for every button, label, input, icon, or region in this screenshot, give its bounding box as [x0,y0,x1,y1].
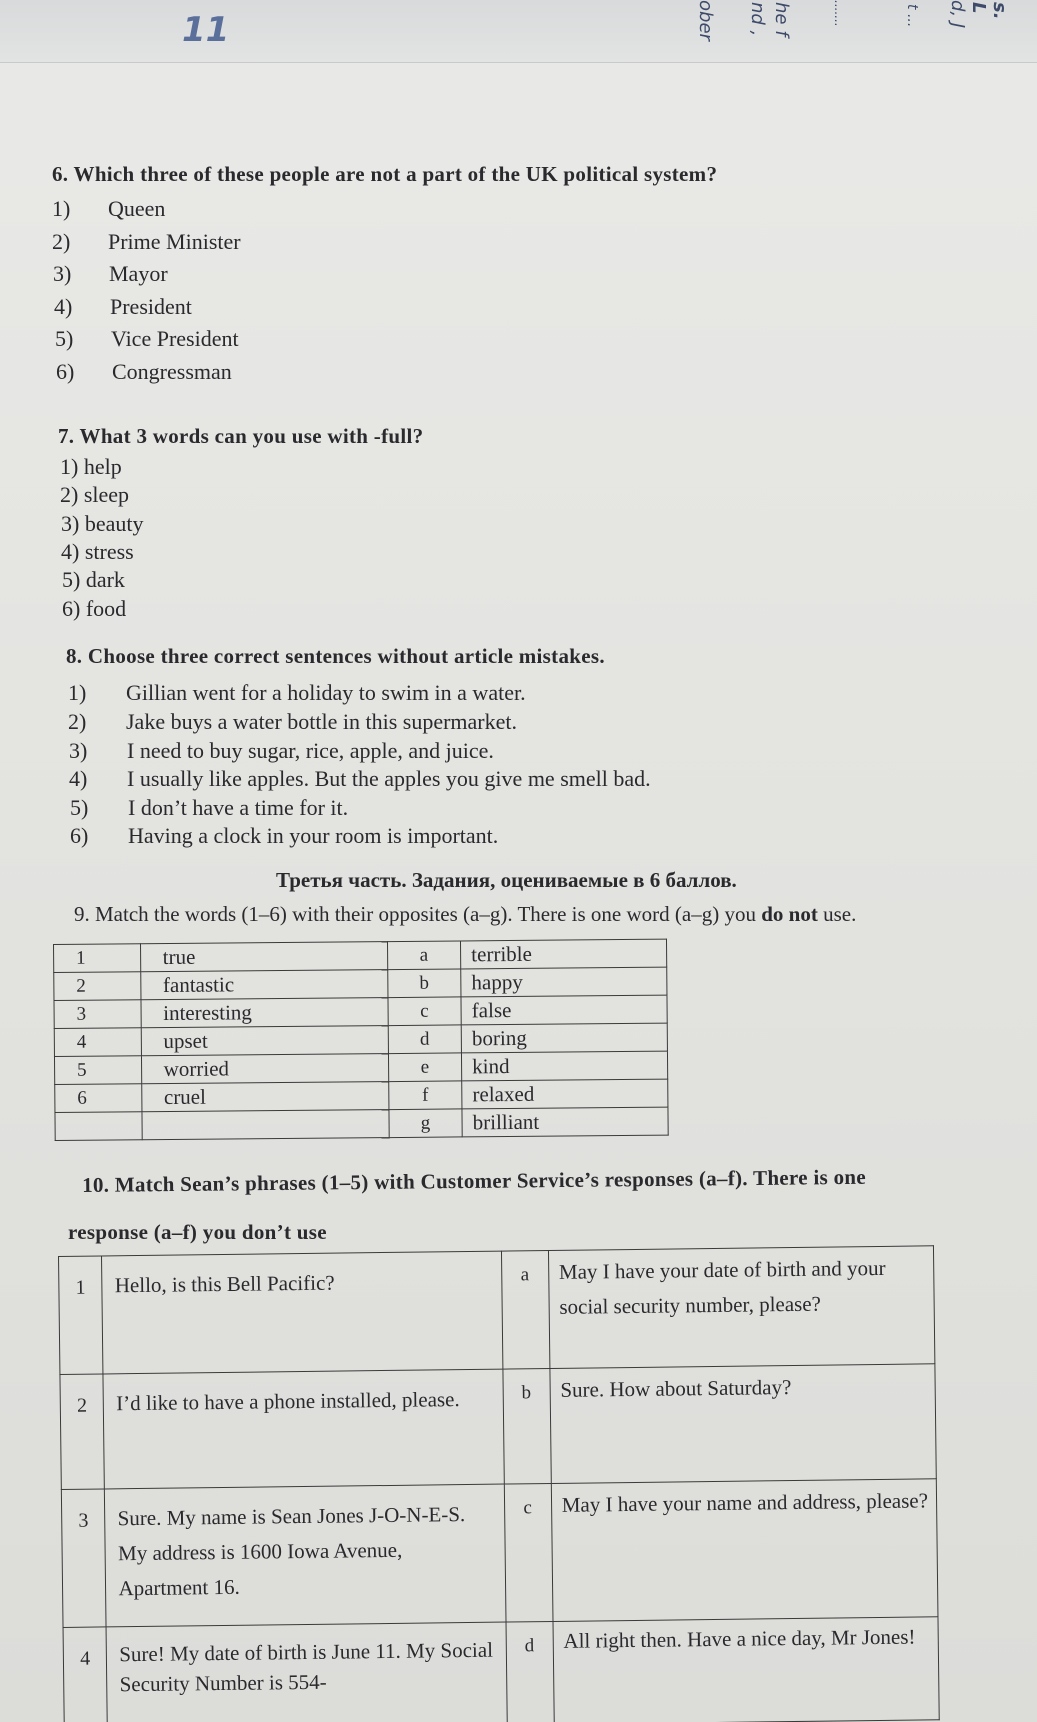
question-9-table [53,939,669,1141]
question-8-option: 6) Having a clock in your room is important. [70,823,499,848]
prev-page-fragment: s. L [968,2,1010,20]
table-row: 4 upset d boring [54,1023,667,1056]
question-8-option: 1) Gillian went for a holiday to swim in a water. [68,680,526,705]
table-row: 2 fantastic b happy [54,967,667,1000]
question-7-option: 1) help [60,454,122,479]
question-8-option: 5) I don’t have a time for it. [70,795,349,820]
table-row: g brilliant [55,1107,668,1140]
question-6-option: 5) Vice President [55,326,239,351]
table-row: 1 Hello, is this Bell Pacific? a May I have your date of birth and your social security number, please? [59,1246,935,1375]
question-7-option: 2) sleep [60,482,130,507]
question-8-option: 4) I usually like apples. But the apples you give me smell bad. [69,766,651,791]
question-6-title: 6. Which three of these people are not a part of the UK political system? [52,162,718,186]
table-row: 6 cruel f relaxed [55,1079,668,1112]
question-6-option: 2) Prime Minister [52,229,241,254]
question-10-title-line2: response (a–f) you don’t use [68,1220,327,1244]
prev-page-fragment: t ... [904,4,920,28]
table-row: 1 true a terrible [54,939,667,972]
question-6-option: 6) Congressman [56,359,232,384]
table-row: 5 worried e kind [54,1051,667,1084]
question-8-title: 8. Choose three correct sentences without article mistakes. [66,644,605,668]
question-8-option: 3) I need to buy sugar, rice, apple, and juice. [69,738,494,763]
table-row: 3 interesting c false [54,995,667,1028]
table-row: 2 I’d like to have a phone installed, please. b Sure. How about Saturday? [60,1364,936,1490]
prev-page-fragment: d, J [947,0,968,29]
question-7-option: 3) beauty [61,511,144,536]
question-9-instructions: 9. Match the words (1–6) with their opposites (a–g). There is one word (a–g) you do not use. [74,902,857,926]
prev-page-fragment: he f [771,2,792,37]
table-row: 3 Sure. My name is Sean Jones J-O-N-E-S. My address is 1600 Iowa Avenue, Apartment 16. c May I have your name and address, please? [61,1479,938,1628]
question-6-option: 1) Queen [52,196,166,221]
question-7-option: 6) food [62,596,127,621]
table-row: 4 Sure! My date of birth is June 11. My Social Security Number is 554- d All right then. Have a nice day, Mr Jones! [63,1617,939,1722]
question-10-table [58,1245,940,1722]
part-3-heading: Третья часть. Задания, оцениваемые в 6 баллов. [276,868,737,892]
prev-page-fragment: 11 [182,10,230,50]
question-7-title: 7. What 3 words can you use with -full? [58,424,424,448]
prev-page-fragment: ....... [832,0,846,27]
question-7-option: 4) stress [61,539,134,564]
question-7-option: 5) dark [62,567,125,592]
prev-page-fragment: ober [695,0,716,41]
question-10-title-line1: 10. Match Sean’s phrases (1–5) with Customer Service’s responses (a–f). There is one [82,1164,867,1197]
prev-page-fragment: nd , [747,2,768,37]
question-6-option: 3) Mayor [53,261,168,286]
question-8-option: 2) Jake buys a water bottle in this supermarket. [68,709,518,734]
question-6-option: 4) President [54,294,192,319]
